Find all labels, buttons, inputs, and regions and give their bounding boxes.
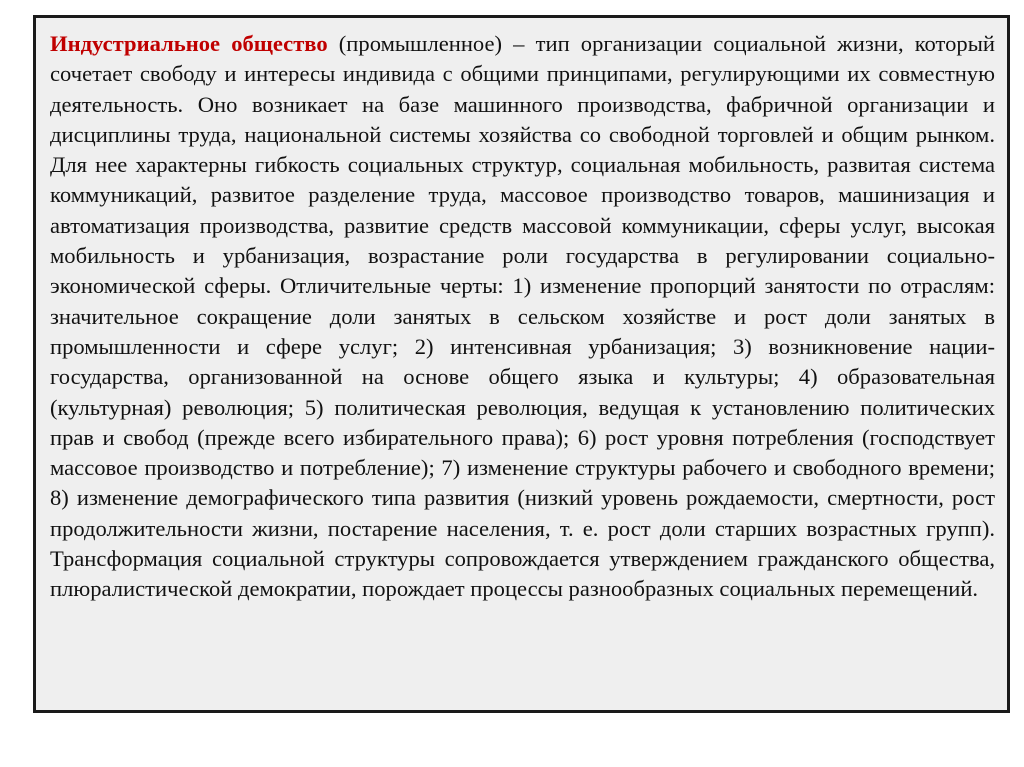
definition-text: (промышленное) – тип организации социальной жизни, который сочетает свободу и интересы индивида с общими принципами, регулирующими их совместную деятельность. Оно возникает на базе машинного производства, фабричной организации и дисциплины труда, национальной системы хозяйства со свободной торговлей и общим рынком. Для нее характерны гибкость социальных структур, социальная мобильность, развитая система коммуникаций, развитое разделение труда, массовое производство товаров, машинизация и автоматизация производства, развитие средств массовой коммуникации, сферы услуг, высокая мобильность и урбанизация, возрастание роли государства в регулировании социально-экономической сферы. Отличительные черты: 1) изменение пропорций занятости по отраслям: значительное сокращение доли занятых в сельском хозяйстве и рост доли занятых в промышленности и сфере услуг; 2) интенсивная урбанизация; 3) возникновение нации-государства, организованной на основе общего языка и культуры; 4) образовательная (культурная) революция; 5) политическая революция, ведущая к установлению политических прав и свобод (прежде всего избирательного права); 6) рост уровня потребления (господствует массовое производство и потребление); 7) изменение структуры рабочего и свободного времени; 8) изменение демографического типа развития (низкий уровень рождаемости, смертности, рост продолжительности жизни, постарение населения, т. е. рост доли старших возрастных групп). Трансформация социальной структуры сопровождается утверждением гражданского общества, плюралистической демократии, порождает процессы разнообразных социальных перемещений. [50, 31, 995, 602]
definition-paragraph [50, 29, 995, 605]
term-heading: Индустриальное общество [50, 31, 328, 56]
definition-text-box [33, 15, 1010, 713]
